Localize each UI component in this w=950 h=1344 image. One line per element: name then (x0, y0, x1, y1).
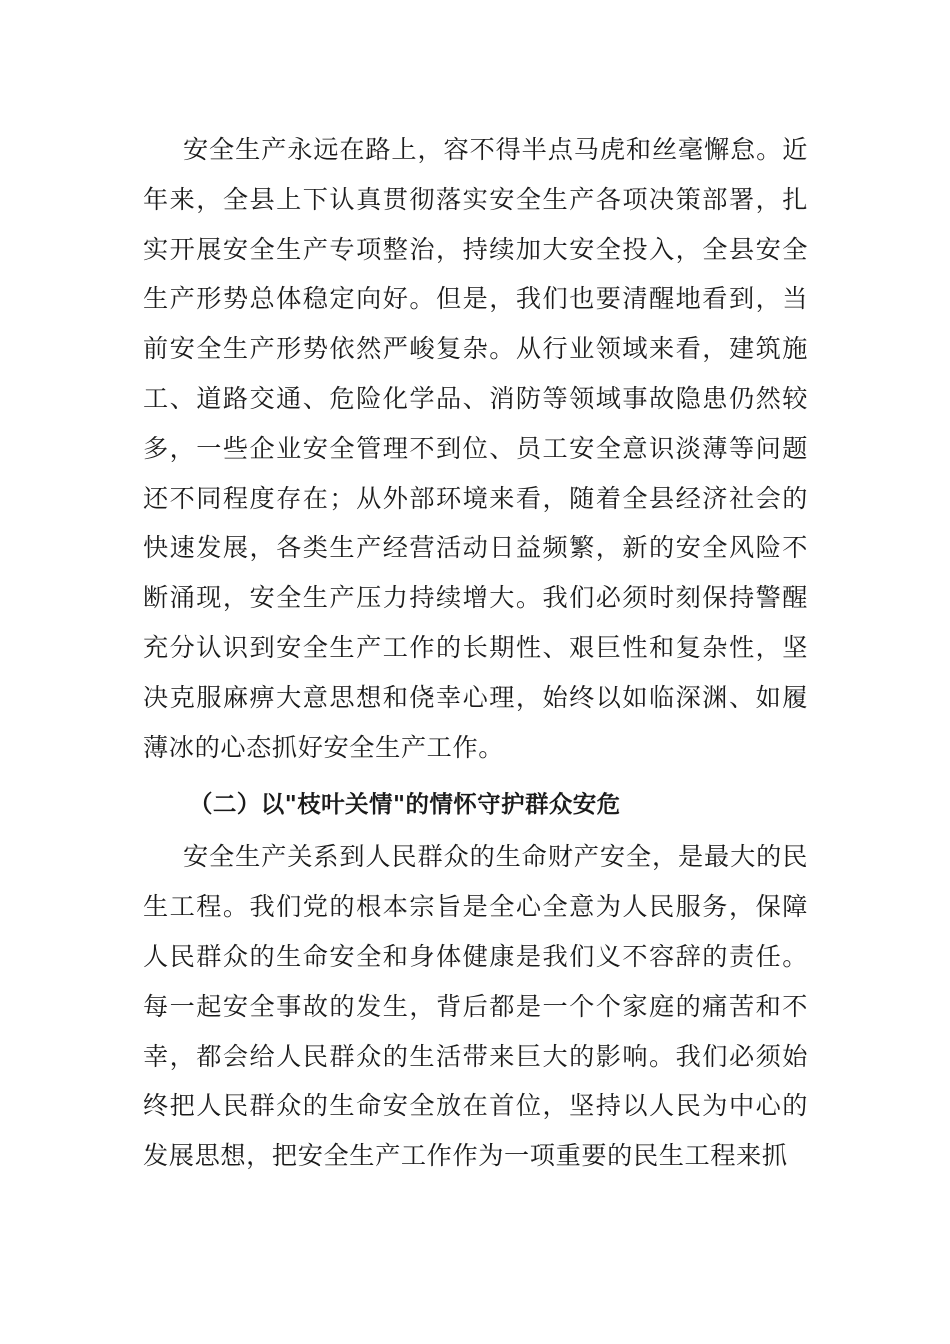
document-body (143, 125, 808, 1181)
paragraph-people-safety: 安全生产关系到人民群众的生命财产安全，是最大的民生工程。我们党的根本宗旨是全心全意为人民服务，保障人民群众的生命安全和身体健康是我们义不容辞的责任。每一起安全事故的发生，背后都是一个个家庭的痛苦和不幸，都会给人民群众的生活带来巨大的影响。我们必须始终把人民群众的生命安全放在首位，坚持以人民为中心的发展思想，把安全生产工作作为一项重要的民生工程来抓 (143, 842, 808, 1171)
section-heading: （二）以"枝叶关情"的情怀守护群众安危 (189, 790, 621, 819)
paragraph-safety-situation: 安全生产永远在路上，容不得半点马虎和丝毫懈怠。近年来，全县上下认真贯彻落实安全生产各项决策部署，扎实开展安全生产专项整治，持续加大安全投入，全县安全生产形势总体稳定向好。但是，我们也要清醒地看到，当前安全生产形势依然严峻复杂。从行业领域来看，建筑施工、道路交通、危险化学品、消防等领域事故隐患仍然较多，一些企业安全管理不到位、员工安全意识淡薄等问题还不同程度存在；从外部环境来看，随着全县经济社会的快速发展，各类生产经营活动日益频繁，新的安全风险不断涌现，安全生产压力持续增大。我们必须时刻保持警醒充分认识到安全生产工作的长期性、艰巨性和复杂性，坚决克服麻痹大意思想和侥幸心理，始终以如临深渊、如履薄冰的心态抓好安全生产工作。 (143, 135, 808, 762)
